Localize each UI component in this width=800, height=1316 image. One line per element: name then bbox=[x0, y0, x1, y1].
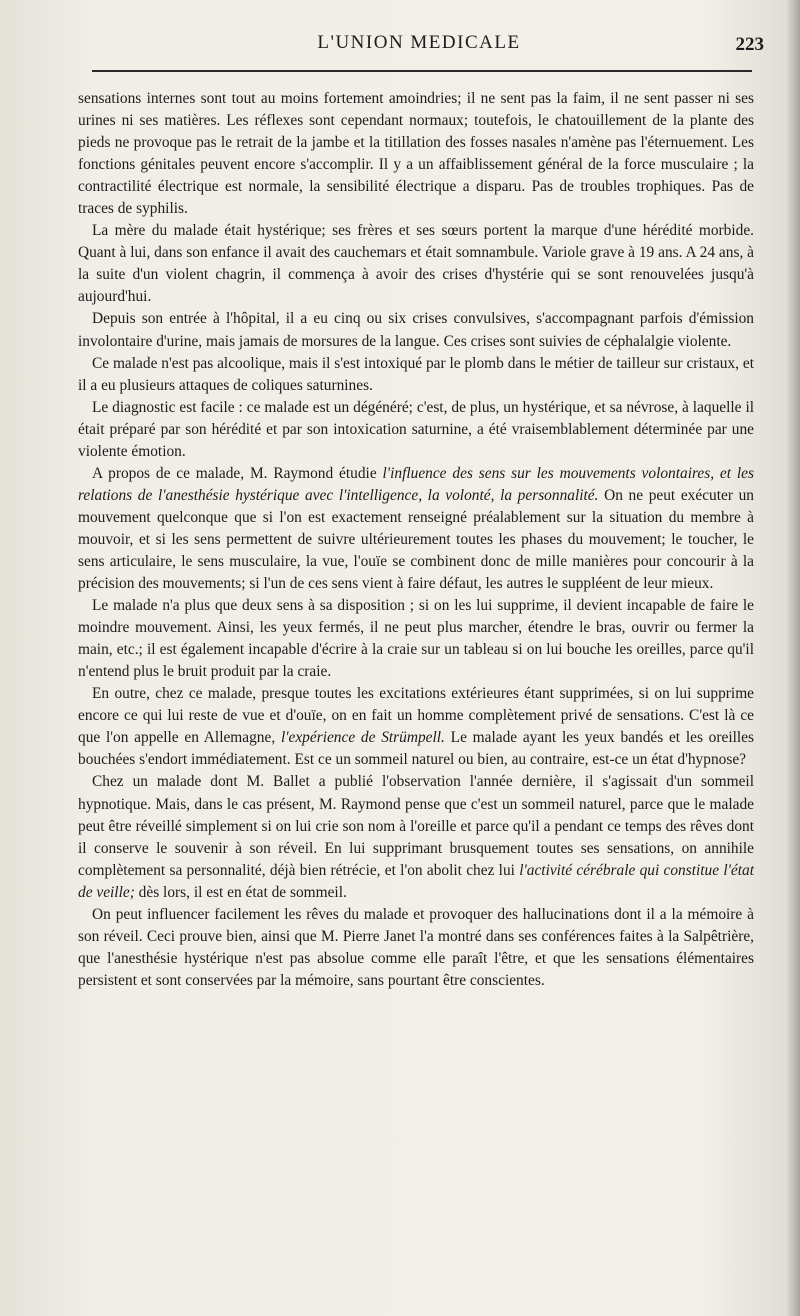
text-segment: La mère du malade était hystérique; ses frères et ses sœurs portent la marque d'une hérédité morbide. Quant à lui, dans son enfance il avait des cauchemars et était somnambule. Variole grave à 19 ans. A 24 ans, à la suite d'un violent chagrin, il commença à avoir des crises d'hystérie qui se sont renouvelées jusqu'à aujourd'hui. bbox=[78, 222, 754, 306]
italic-text: l'activité cérébrale qui constitue l'état de veille; bbox=[78, 861, 754, 901]
paragraph-p5 bbox=[78, 397, 754, 463]
paragraph-p9 bbox=[78, 771, 754, 903]
text-segment: Le malade n'a plus que deux sens à sa disposition ; si on les lui supprime, il devient incapable de faire le moindre mouvement. Ainsi, les yeux fermés, il ne peut plus marcher, étendre le bras, ouvrir ou fermer la main, etc.; il est également incapable d'écrire à la craie sur un tableau si on lui bouche les oreilles, parce qu'il n'entend plus le bruit produit par la craie. bbox=[78, 597, 754, 681]
page-edge-shadow bbox=[786, 0, 800, 1316]
text-segment: sensations internes sont tout au moins fortement amoindries; il ne sent pas la faim, il ne sent passer ni ses urines ni ses matières. Les réflexes sont cependant normaux; toutefois, le chatouillement de la plante des pieds ne provoque pas le retrait de la jambe et la titillation des fosses nasales n'amène pas l'éternuement. Les fonctions génitales peuvent encore s'accomplir. Il y a un affaiblissement général de la force musculaire ; la contractilité électrique est normale, la sensibilité électrique a disparu. Pas de troubles trophiques. Pas de traces de syphilis. bbox=[78, 90, 754, 218]
text-segment: Le diagnostic est facile : ce malade est un dégénéré; c'est, de plus, un hystérique, et sa névrose, à laquelle il était préparé par son hérédité et par son intoxication saturnine, a été vraisemblablement déterminée par une violente émotion. bbox=[78, 398, 754, 460]
running-title: L'UNION MEDICALE bbox=[317, 32, 521, 53]
italic-text: l'expérience de Strümpell. bbox=[280, 729, 445, 747]
text-segment: Le malade ayant les yeux bandés et les oreilles bouchées s'endort immédiatement. Est ce un sommeil naturel ou bien, au contraire, est-ce un état d'hypnose? bbox=[78, 729, 754, 769]
text-segment: dès lors, il est en état de sommeil. bbox=[134, 883, 347, 901]
body-text bbox=[78, 88, 754, 992]
paragraph-p4 bbox=[78, 353, 754, 397]
page-number: 223 bbox=[735, 34, 764, 55]
text-segment: On peut influencer facilement les rêves du malade et provoquer des hallucinations dont il a la mémoire à son réveil. Ceci prouve bien, ainsi que M. Pierre Janet l'a montré dans ses conférences faites à la Salpêtrière, que l'anesthésie hystérique n'est pas absolue comme elle paraît l'être, et que les sensations élémentaires persistent et sont conservées par la mémoire, sans pourtant être conscientes. bbox=[78, 905, 754, 989]
text-segment: En outre, chez ce malade, presque toutes les excitations extérieures étant supprimées, si on lui supprime encore ce qui lui reste de vue et d'ouïe, on en fait un homme complètement privé de sensations. C'est là ce que l'on appelle en Allemagne, bbox=[78, 685, 754, 747]
paragraph-p6 bbox=[78, 463, 754, 595]
page-header bbox=[74, 32, 764, 62]
paragraph-p2 bbox=[78, 220, 754, 308]
text-segment: On ne peut exécuter un mouvement quelconque que si l'on est exactement renseigné préalablement sur la situation du membre à mouvoir, et si les sens permettent de suivre ultérieurement toutes les phases du mouvement; le toucher, le sens articulaire, le sens musculaire, la vue, l'ouïe se combinent donc de mille manières pour concourir à la précision des mouvements; si l'un de ces sens vient à faire défaut, les autres le suppléent de leur mieux. bbox=[78, 486, 754, 593]
paragraph-p10 bbox=[78, 904, 754, 992]
paragraph-p8 bbox=[78, 683, 754, 771]
paragraph-p1 bbox=[78, 88, 754, 220]
text-segment: Depuis son entrée à l'hôpital, il a eu cinq ou six crises convulsives, s'accompagnant parfois d'émission involontaire d'urine, mais jamais de morsures de la langue. Ces crises sont suivies de céphalalgie violente. bbox=[78, 310, 754, 350]
text-segment: A propos de ce malade, M. Raymond étudie bbox=[92, 464, 383, 482]
text-segment: Ce malade n'est pas alcoolique, mais il s'est intoxiqué par le plomb dans le métier de tailleur sur cristaux, et il a eu plusieurs attaques de coliques saturnines. bbox=[78, 354, 754, 394]
paragraph-p3 bbox=[78, 308, 754, 352]
text-segment: Chez un malade dont M. Ballet a publié l'observation l'année dernière, il s'agissait d'un sommeil hypnotique. Mais, dans le cas présent, M. Raymond pense que c'est un sommeil naturel, parce que le malade peut être réveillé simplement si on lui crie son nom à l'oreille et parce qu'il a pendant ce temps des rêves dont il conserve le souvenir à son réveil. En lui supprimant brusquement toutes ses sensations, on annihile complètement sa personnalité, déjà bien rétrécie, et l'on abolit chez lui bbox=[78, 773, 754, 879]
paragraph-p7 bbox=[78, 595, 754, 683]
italic-text: l'influence des sens sur les mouvements volontaires, et les relations de l'anesthésie hystérique avec l'intelligence, la volonté, la personnalité. bbox=[78, 464, 755, 504]
header-rule bbox=[92, 70, 752, 72]
